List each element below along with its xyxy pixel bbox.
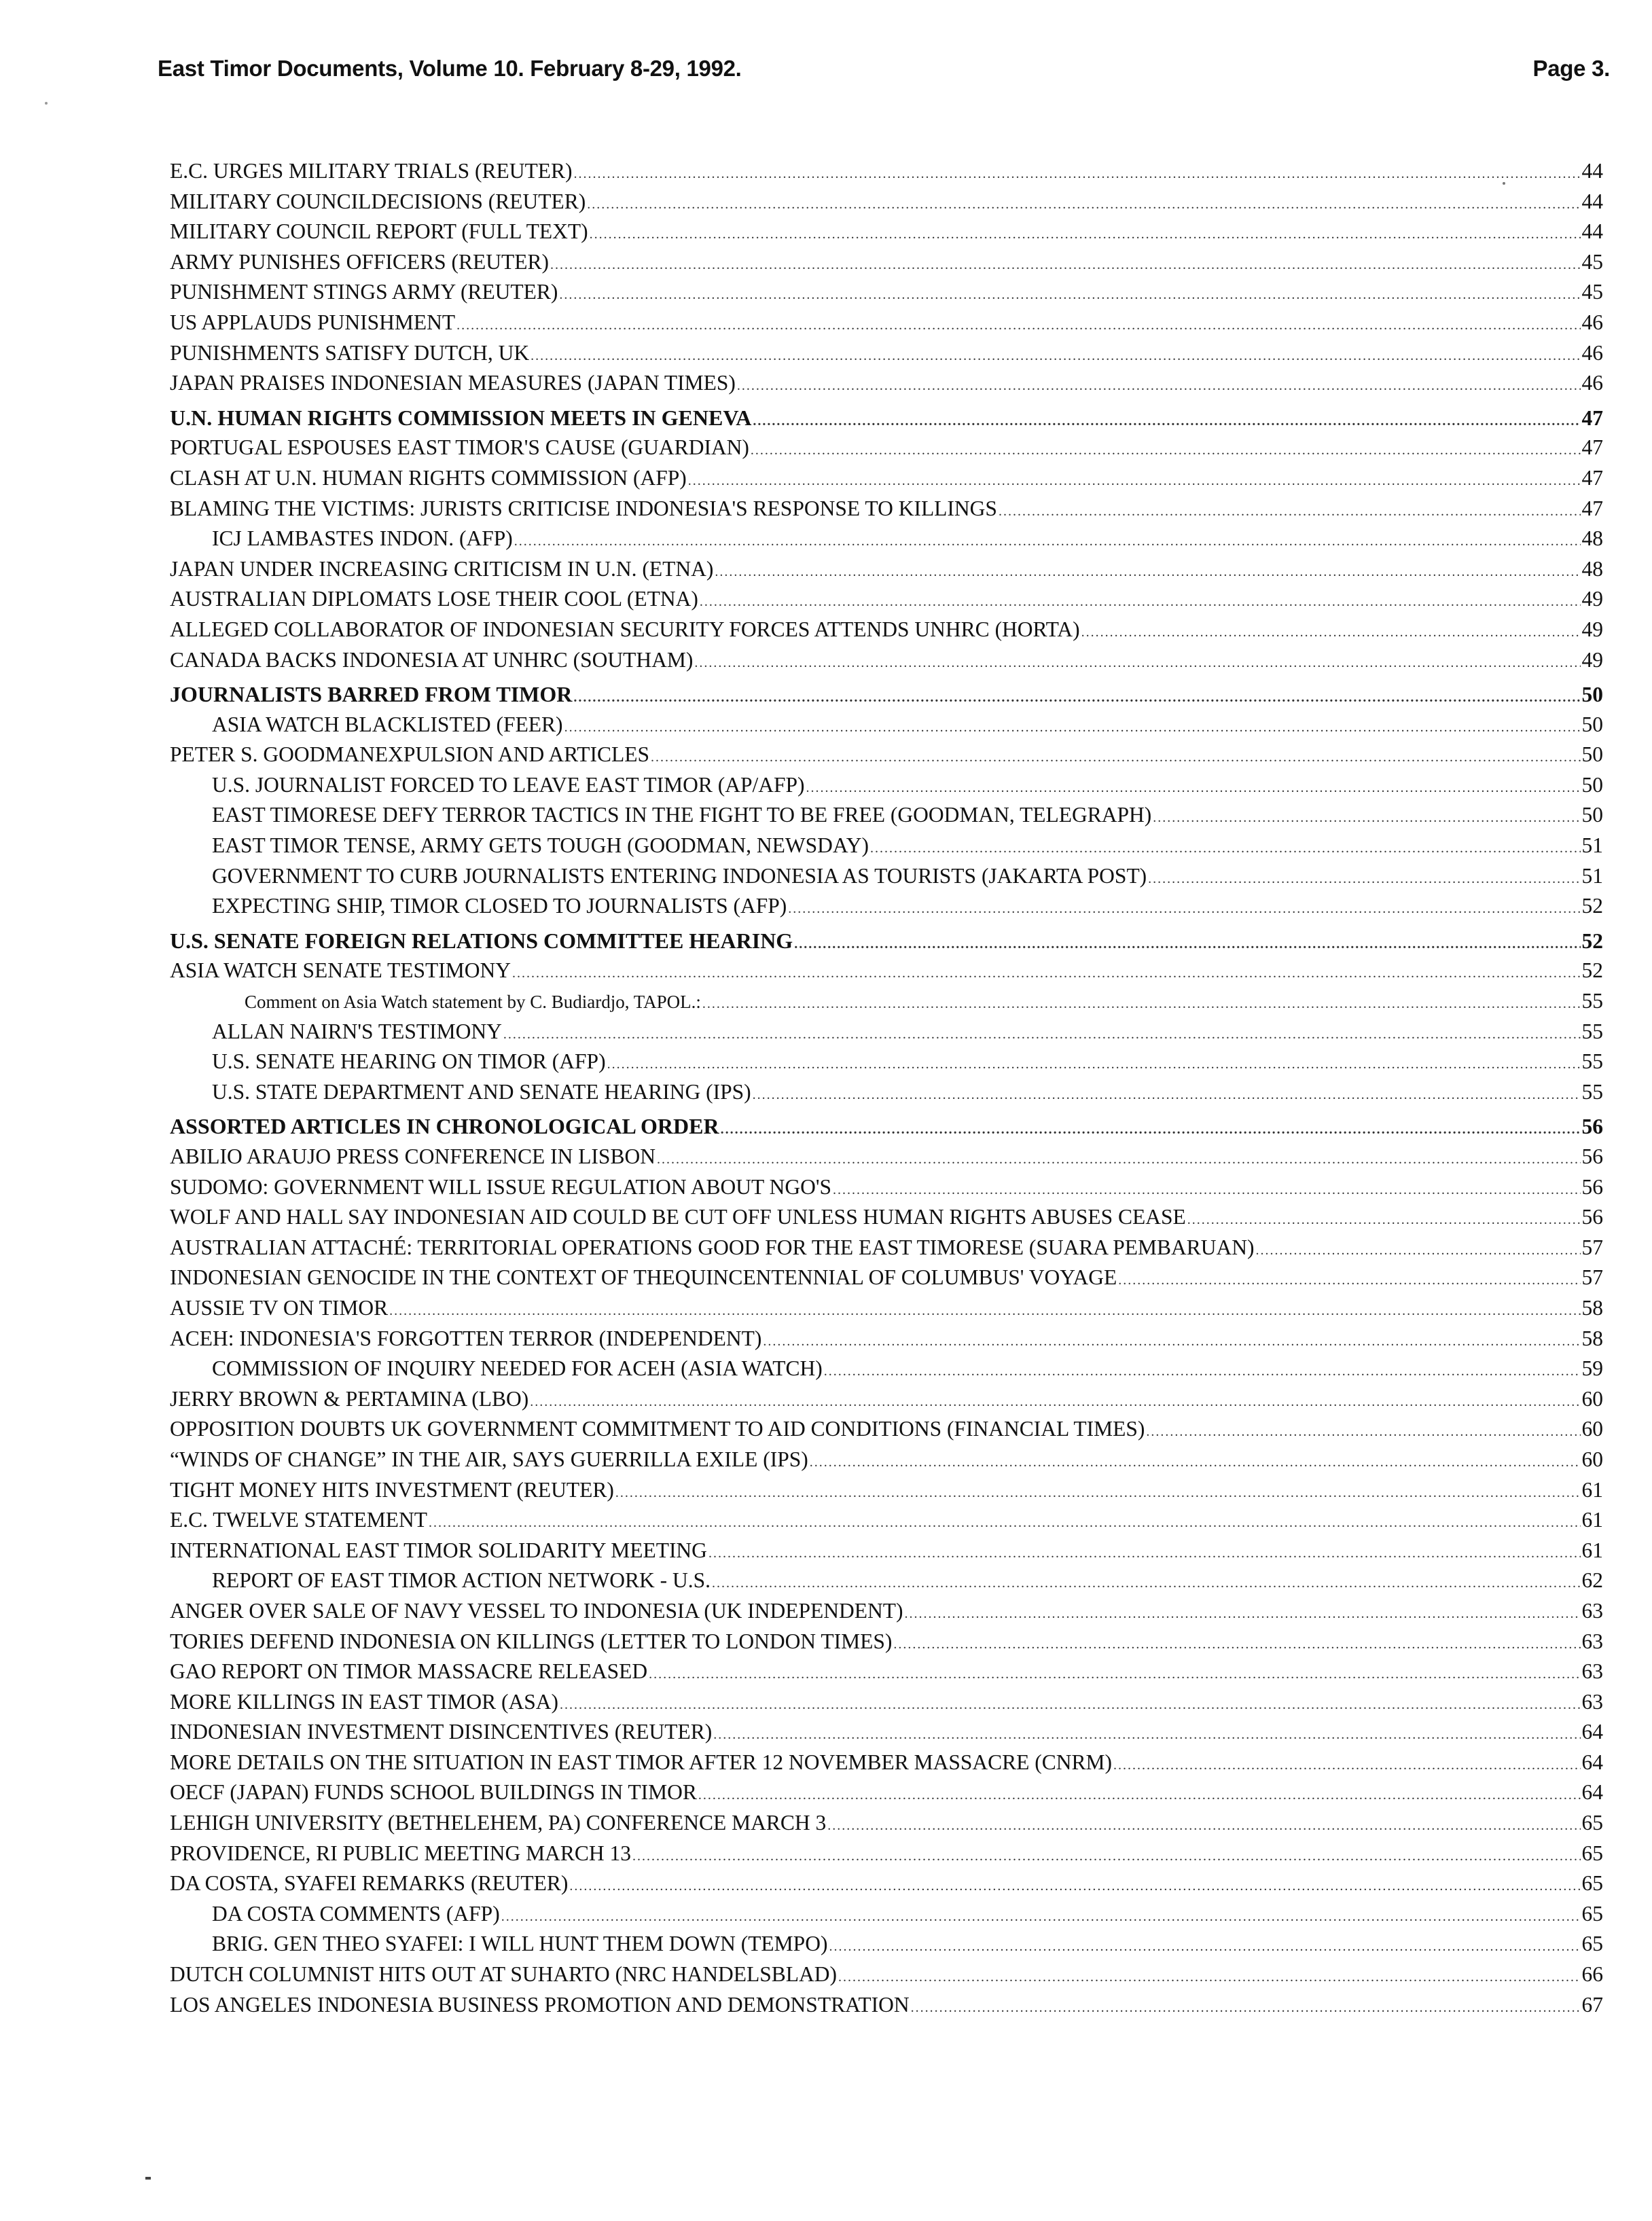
toc-entry-title: EAST TIMOR TENSE, ARMY GETS TOUGH (GOODMAN, NEWSDAY): [212, 833, 869, 858]
toc-entry-title: BRIG. GEN THEO SYAFEI: I WILL HUNT THEM DOWN (TEMPO): [212, 1932, 828, 1956]
dot-leader: [531, 341, 1580, 369]
toc-entry-page: 47: [1581, 465, 1603, 490]
toc-entry-title: DA COSTA, SYAFEI REMARKS (REUTER): [170, 1871, 569, 1896]
dot-leader: [615, 1478, 1581, 1506]
toc-entry-page: 61: [1581, 1538, 1603, 1562]
toc-entry: [170, 156, 1603, 187]
toc-entry: [170, 368, 1603, 399]
toc-entry-page: 47: [1581, 496, 1603, 520]
toc-entry-title: INTERNATIONAL EAST TIMOR SOLIDARITY MEETING: [170, 1538, 707, 1562]
toc-entry-page: 51: [1581, 833, 1603, 858]
toc-entry: [170, 217, 1603, 247]
toc-entry: [170, 1202, 1603, 1233]
dot-leader: [721, 1115, 1581, 1142]
toc-entry-page: 48: [1581, 556, 1603, 581]
toc-entry-page: 64: [1581, 1750, 1603, 1774]
toc-entry: [170, 1566, 1603, 1596]
toc-entry-title: OPPOSITION DOUBTS UK GOVERNMENT COMMITMENT TO AID CONDITIONS (FINANCIAL TIMES): [170, 1417, 1145, 1441]
toc-entry-title: AUSTRALIAN ATTACHÉ: TERRITORIAL OPERATIONS GOOD FOR THE EAST TIMORESE (SUARA PEMBARUAN): [170, 1235, 1255, 1259]
toc-entry: [170, 1960, 1603, 1990]
dot-leader: [501, 1902, 1581, 1930]
toc-entry-title: WOLF AND HALL SAY INDONESIAN AID COULD BE CUT OFF UNLESS HUMAN RIGHTS ABUSES CEASE: [170, 1205, 1186, 1229]
toc-entry: [170, 1263, 1603, 1293]
toc-entry-page: 45: [1581, 280, 1603, 304]
toc-entry: [170, 1808, 1603, 1839]
toc-entry-title: Comment on Asia Watch statement by C. Budiardjo, TAPOL.:: [245, 992, 701, 1013]
dot-leader: [1187, 1205, 1581, 1233]
dot-leader: [560, 1690, 1581, 1718]
toc-entry: [170, 1536, 1603, 1566]
dot-leader: [587, 189, 1580, 217]
toc-entry-title: ASIA WATCH BLACKLISTED (FEER): [212, 712, 563, 736]
toc-entry-title: JOURNALISTS BARRED FROM TIMOR: [170, 682, 573, 707]
toc-entry-page: 61: [1581, 1477, 1603, 1502]
dot-leader: [530, 1387, 1580, 1415]
toc-entry: [170, 494, 1603, 524]
toc-entry-page: 55: [1581, 1079, 1603, 1104]
dot-leader: [763, 1326, 1580, 1354]
dot-leader: [829, 1932, 1580, 1960]
toc-entry-title: TIGHT MONEY HITS INVESTMENT (REUTER): [170, 1477, 614, 1502]
toc-entry: [170, 1233, 1603, 1263]
toc-entry-title: CLASH AT U.N. HUMAN RIGHTS COMMISSION (AFP): [170, 465, 687, 490]
toc-entry-title: JERRY BROWN & PERTAMINA (LBO): [170, 1386, 529, 1411]
toc-entry-title: ARMY PUNISHES OFFICERS (REUTER): [170, 249, 550, 274]
toc-entry-title: MORE DETAILS ON THE SITUATION IN EAST TIMOR AFTER 12 NOVEMBER MASSACRE (CNRM): [170, 1750, 1113, 1774]
toc-entry-page: 64: [1581, 1720, 1603, 1744]
toc-entry-page: 50: [1581, 772, 1603, 797]
dot-leader: [702, 989, 1581, 1017]
toc-entry-page: 60: [1581, 1386, 1603, 1411]
toc-entry-title: BLAMING THE VICTIMS: JURISTS CRITICISE INDONESIA'S RESPONSE TO KILLINGS: [170, 496, 997, 520]
dot-leader: [893, 1629, 1580, 1657]
toc-entry-page: 49: [1581, 647, 1603, 672]
toc-entry: [170, 1445, 1603, 1475]
toc-entry-title: CANADA BACKS INDONESIA AT UNHRC (SOUTHAM): [170, 647, 694, 672]
toc-entry: [170, 1748, 1603, 1778]
toc-entry-page: 49: [1581, 617, 1603, 641]
dot-leader: [806, 773, 1581, 801]
dot-leader: [904, 1599, 1580, 1627]
toc-entry-page: 44: [1581, 189, 1603, 213]
toc-entry: [170, 615, 1603, 645]
toc-entry-title: OECF (JAPAN) FUNDS SCHOOL BUILDINGS IN TIMOR: [170, 1780, 697, 1805]
dot-leader: [456, 310, 1580, 338]
toc-entry-page: 50: [1581, 683, 1603, 707]
toc-entry-page: 65: [1581, 1932, 1603, 1956]
toc-entry-page: 57: [1581, 1265, 1603, 1290]
dot-leader: [715, 557, 1580, 585]
dot-leader: [1153, 803, 1580, 831]
toc-entry-title: DA COSTA COMMENTS (AFP): [212, 1901, 500, 1926]
toc-entry-page: 50: [1581, 742, 1603, 767]
dot-leader: [753, 1080, 1581, 1108]
toc-entry-title: PETER S. GOODMANEXPULSION AND ARTICLES: [170, 742, 650, 767]
toc-entry-page: 55: [1581, 989, 1603, 1013]
toc-entry-page: 50: [1581, 803, 1603, 827]
toc-entry-page: 60: [1581, 1417, 1603, 1441]
dot-leader: [514, 526, 1581, 554]
toc-entry: [170, 187, 1603, 217]
toc-entry: [170, 1990, 1603, 2021]
toc-entry-title: ACEH: INDONESIA'S FORGOTTEN TERROR (INDEPENDENT): [170, 1326, 762, 1350]
dot-leader: [651, 742, 1580, 770]
toc-entry-title: DUTCH COLUMNIST HITS OUT AT SUHARTO (NRC HANDELSBLAD): [170, 1962, 837, 1987]
toc-entry-title: LEHIGH UNIVERSITY (BETHELEHEM, PA) CONFERENCE MARCH 3: [170, 1811, 827, 1835]
toc-entry-page: 55: [1581, 1019, 1603, 1043]
dot-leader: [1118, 1265, 1580, 1293]
toc-entry: [170, 645, 1603, 676]
toc-entry-title: PUNISHMENTS SATISFY DUTCH, UK: [170, 340, 530, 365]
dot-leader: [870, 833, 1581, 861]
toc-entry: [170, 1077, 1603, 1108]
dot-leader: [698, 1780, 1581, 1808]
toc-entry-title: EXPECTING SHIP, TIMOR CLOSED TO JOURNALISTS (AFP): [212, 894, 787, 918]
dot-leader: [657, 1144, 1581, 1172]
dot-leader: [632, 1841, 1580, 1869]
toc-entry-page: 47: [1581, 405, 1603, 430]
dot-leader: [1113, 1750, 1580, 1778]
toc-entry: [170, 1839, 1603, 1869]
toc-entry-title: GOVERNMENT TO CURB JOURNALISTS ENTERING INDONESIA AS TOURISTS (JAKARTA POST): [212, 863, 1147, 888]
scan-speck: [1503, 182, 1505, 185]
toc-entry: [170, 1868, 1603, 1899]
toc-entry: [170, 1293, 1603, 1324]
toc-entry-title: ANGER OVER SALE OF NAVY VESSEL TO INDONESIA (UK INDEPENDENT): [170, 1598, 903, 1623]
toc-entry: [170, 1596, 1603, 1627]
page-number: Page 3.: [1532, 56, 1610, 81]
toc-entry-title: REPORT OF EAST TIMOR ACTION NETWORK - U.S.: [212, 1568, 711, 1593]
toc-entry-page: 50: [1581, 712, 1603, 736]
dot-leader: [1081, 617, 1581, 645]
toc-entry-title: MORE KILLINGS IN EAST TIMOR (ASA): [170, 1689, 558, 1714]
toc-entry: [170, 433, 1603, 463]
toc-entry: [170, 1777, 1603, 1808]
toc-entry: [170, 1324, 1603, 1354]
toc-entry: [170, 1929, 1603, 1960]
toc-entry-page: 45: [1581, 249, 1603, 274]
toc-entry-title: ASIA WATCH SENATE TESTIMONY: [170, 958, 511, 983]
toc-entry-title: “WINDS OF CHANGE” IN THE AIR, SAYS GUERRILLA EXILE (IPS): [170, 1447, 808, 1471]
dot-leader: [788, 894, 1580, 922]
toc-entry-title: INDONESIAN GENOCIDE IN THE CONTEXT OF THEQUINCENTENNIAL OF COLUMBUS' VOYAGE: [170, 1265, 1117, 1290]
toc-entry-page: 52: [1581, 958, 1603, 983]
toc-entry: [170, 1687, 1603, 1718]
dot-leader: [590, 219, 1581, 247]
toc-entry-title: ABILIO ARAUJO PRESS CONFERENCE IN LISBON: [170, 1144, 656, 1168]
toc-entry-page: 56: [1581, 1144, 1603, 1168]
toc-entry-title: JAPAN PRAISES INDONESIAN MEASURES (JAPAN TIMES): [170, 371, 736, 395]
dot-leader: [911, 1993, 1581, 2021]
toc-entry-page: 62: [1581, 1568, 1603, 1593]
toc-entry: [170, 861, 1603, 892]
toc-entry: [170, 800, 1603, 831]
toc-entry: [170, 1017, 1603, 1047]
document-title: East Timor Documents, Volume 10. February 8-29, 1992.: [158, 56, 742, 81]
dot-leader: [573, 159, 1580, 187]
toc-entry: [170, 584, 1603, 615]
toc-entry-page: 63: [1581, 1629, 1603, 1653]
toc-entry-title: US APPLAUDS PUNISHMENT: [170, 310, 456, 334]
toc-entry-title: U.S. SENATE FOREIGN RELATIONS COMMITTEE HEARING: [170, 928, 793, 953]
toc-entry: [170, 956, 1603, 986]
toc-entry-title: COMMISSION OF INQUIRY NEEDED FOR ACEH (ASIA WATCH): [212, 1356, 823, 1381]
toc-entry: [170, 1142, 1603, 1172]
dot-leader: [1146, 1417, 1580, 1445]
toc-entry-title: SUDOMO: GOVERNMENT WILL ISSUE REGULATION ABOUT NGO'S: [170, 1174, 832, 1199]
dot-leader: [389, 1296, 1580, 1324]
dot-leader: [794, 929, 1580, 956]
toc-entry: [170, 1899, 1603, 1930]
toc-entry: [170, 891, 1603, 922]
toc-entry-page: 56: [1581, 1174, 1603, 1199]
dot-leader: [838, 1962, 1581, 1990]
toc-entry-page: 52: [1581, 894, 1603, 918]
dot-leader: [713, 1720, 1580, 1748]
toc-entry-page: 63: [1581, 1659, 1603, 1684]
toc-entry: [170, 1627, 1603, 1657]
dot-leader: [700, 587, 1581, 615]
toc-entry: [170, 710, 1603, 740]
toc-entry-title: U.S. STATE DEPARTMENT AND SENATE HEARING (IPS): [212, 1079, 751, 1104]
toc-entry-page: 57: [1581, 1235, 1603, 1259]
toc-entry-page: 65: [1581, 1871, 1603, 1896]
toc-entry: [170, 1047, 1603, 1077]
toc-entry: [170, 1172, 1603, 1203]
toc-entry: [170, 1657, 1603, 1687]
toc-entry-page: 64: [1581, 1780, 1603, 1805]
toc-entry: [170, 338, 1603, 369]
toc-entry-title: ICJ LAMBASTES INDON. (AFP): [212, 526, 513, 551]
toc-entry-title: INDONESIAN INVESTMENT DISINCENTIVES (REUTER): [170, 1720, 713, 1744]
dot-leader: [751, 435, 1581, 463]
toc-entry-title: LOS ANGELES INDONESIA BUSINESS PROMOTION AND DEMONSTRATION: [170, 1992, 910, 2017]
toc-entry-title: ASSORTED ARTICLES IN CHRONOLOGICAL ORDER: [170, 1114, 719, 1139]
dot-leader: [649, 1659, 1580, 1687]
toc-entry-title: E.C. TWELVE STATEMENT: [170, 1508, 427, 1532]
dot-leader: [753, 406, 1580, 433]
toc-entry: [170, 986, 1603, 1017]
toc-entry: [170, 1414, 1603, 1445]
toc-entry-page: 49: [1581, 587, 1603, 611]
toc-entry-page: 55: [1581, 1049, 1603, 1074]
dot-leader: [573, 683, 1580, 710]
toc-entry: [170, 1111, 1603, 1142]
dot-leader: [503, 1019, 1581, 1047]
toc-entry: [170, 1354, 1603, 1384]
dot-leader: [824, 1356, 1581, 1384]
dot-leader: [833, 1175, 1580, 1203]
toc-entry-title: PUNISHMENT STINGS ARMY (REUTER): [170, 280, 558, 304]
toc-entry-title: ALLEGED COLLABORATOR OF INDONESIAN SECURITY FORCES ATTENDS UNHRC (HORTA): [170, 617, 1080, 641]
dot-leader: [564, 712, 1581, 740]
toc-entry: [170, 1384, 1603, 1415]
toc-entry-page: 52: [1581, 928, 1603, 953]
table-of-contents: [170, 156, 1603, 2020]
dot-leader: [512, 958, 1581, 986]
dot-leader: [688, 466, 1581, 494]
toc-entry-page: 65: [1581, 1901, 1603, 1926]
toc-entry-page: 59: [1581, 1356, 1603, 1381]
scan-speck: [45, 102, 48, 105]
toc-entry-page: 46: [1581, 310, 1603, 334]
toc-entry-title: TORIES DEFEND INDONESIA ON KILLINGS (LETTER TO LONDON TIMES): [170, 1629, 893, 1653]
toc-entry-title: ALLAN NAIRN'S TESTIMONY: [212, 1019, 502, 1043]
toc-entry-page: 44: [1581, 159, 1603, 183]
toc-entry-title: PORTUGAL ESPOUSES EAST TIMOR'S CAUSE (GUARDIAN): [170, 435, 749, 460]
toc-entry-page: 67: [1581, 1992, 1603, 2017]
dot-leader: [559, 280, 1580, 308]
toc-entry: [170, 770, 1603, 801]
dot-leader: [1256, 1235, 1581, 1263]
toc-entry: [170, 463, 1603, 494]
toc-entry-page: 65: [1581, 1811, 1603, 1835]
toc-entry: [170, 277, 1603, 308]
toc-entry: [170, 524, 1603, 554]
toc-entry-title: E.C. URGES MILITARY TRIALS (REUTER): [170, 159, 573, 183]
toc-entry: [170, 1717, 1603, 1748]
toc-entry: [170, 1475, 1603, 1506]
dot-leader: [694, 648, 1580, 676]
toc-entry-page: 58: [1581, 1295, 1603, 1320]
toc-entry-title: PROVIDENCE, RI PUBLIC MEETING MARCH 13: [170, 1841, 632, 1865]
toc-entry-page: 61: [1581, 1508, 1603, 1532]
toc-entry: [170, 740, 1603, 770]
toc-entry-page: 63: [1581, 1689, 1603, 1714]
toc-entry-page: 46: [1581, 340, 1603, 365]
toc-entry-title: MILITARY COUNCIL REPORT (FULL TEXT): [170, 219, 588, 244]
toc-entry-page: 56: [1581, 1205, 1603, 1229]
dot-leader: [429, 1508, 1581, 1536]
dot-leader: [999, 496, 1581, 524]
dot-leader: [708, 1538, 1581, 1566]
toc-entry: [170, 247, 1603, 278]
toc-entry-page: 56: [1581, 1115, 1603, 1139]
dot-leader: [827, 1811, 1580, 1839]
toc-entry-title: U.N. HUMAN RIGHTS COMMISSION MEETS IN GENEVA: [170, 405, 752, 430]
dot-leader: [550, 250, 1580, 278]
toc-entry-title: MILITARY COUNCILDECISIONS (REUTER): [170, 189, 586, 213]
toc-entry-page: 58: [1581, 1326, 1603, 1350]
toc-entry-title: U.S. JOURNALIST FORCED TO LEAVE EAST TIMOR (AP/AFP): [212, 772, 805, 797]
toc-entry: [170, 926, 1603, 956]
toc-entry-title: GAO REPORT ON TIMOR MASSACRE RELEASED: [170, 1659, 648, 1684]
toc-entry-page: 44: [1581, 219, 1603, 244]
toc-entry: [170, 308, 1603, 338]
toc-entry-title: JAPAN UNDER INCREASING CRITICISM IN U.N. (ETNA): [170, 556, 714, 581]
toc-entry-page: 51: [1581, 863, 1603, 888]
toc-entry-page: 65: [1581, 1841, 1603, 1865]
dot-leader: [737, 371, 1581, 399]
toc-entry-page: 66: [1581, 1962, 1603, 1987]
toc-entry-page: 46: [1581, 371, 1603, 395]
toc-entry-title: AUSSIE TV ON TIMOR: [170, 1295, 389, 1320]
toc-entry-page: 48: [1581, 526, 1603, 551]
page-header: [158, 56, 1610, 82]
dot-leader: [712, 1568, 1580, 1596]
toc-entry: [170, 679, 1603, 710]
dot-leader: [569, 1871, 1580, 1899]
toc-entry-title: EAST TIMORESE DEFY TERROR TACTICS IN THE FIGHT TO BE FREE (GOODMAN, TELEGRAPH): [212, 803, 1152, 827]
toc-entry: [170, 403, 1603, 433]
scan-mark: [145, 2177, 151, 2180]
toc-entry-page: 47: [1581, 435, 1603, 460]
toc-entry-page: 60: [1581, 1447, 1603, 1471]
toc-entry-title: U.S. SENATE HEARING ON TIMOR (AFP): [212, 1049, 606, 1074]
dot-leader: [607, 1049, 1581, 1077]
toc-entry: [170, 831, 1603, 861]
toc-entry: [170, 554, 1603, 585]
toc-entry-page: 63: [1581, 1598, 1603, 1623]
toc-entry: [170, 1505, 1603, 1536]
dot-leader: [810, 1447, 1581, 1475]
toc-entry-title: AUSTRALIAN DIPLOMATS LOSE THEIR COOL (ETNA): [170, 587, 698, 611]
dot-leader: [1148, 864, 1580, 892]
